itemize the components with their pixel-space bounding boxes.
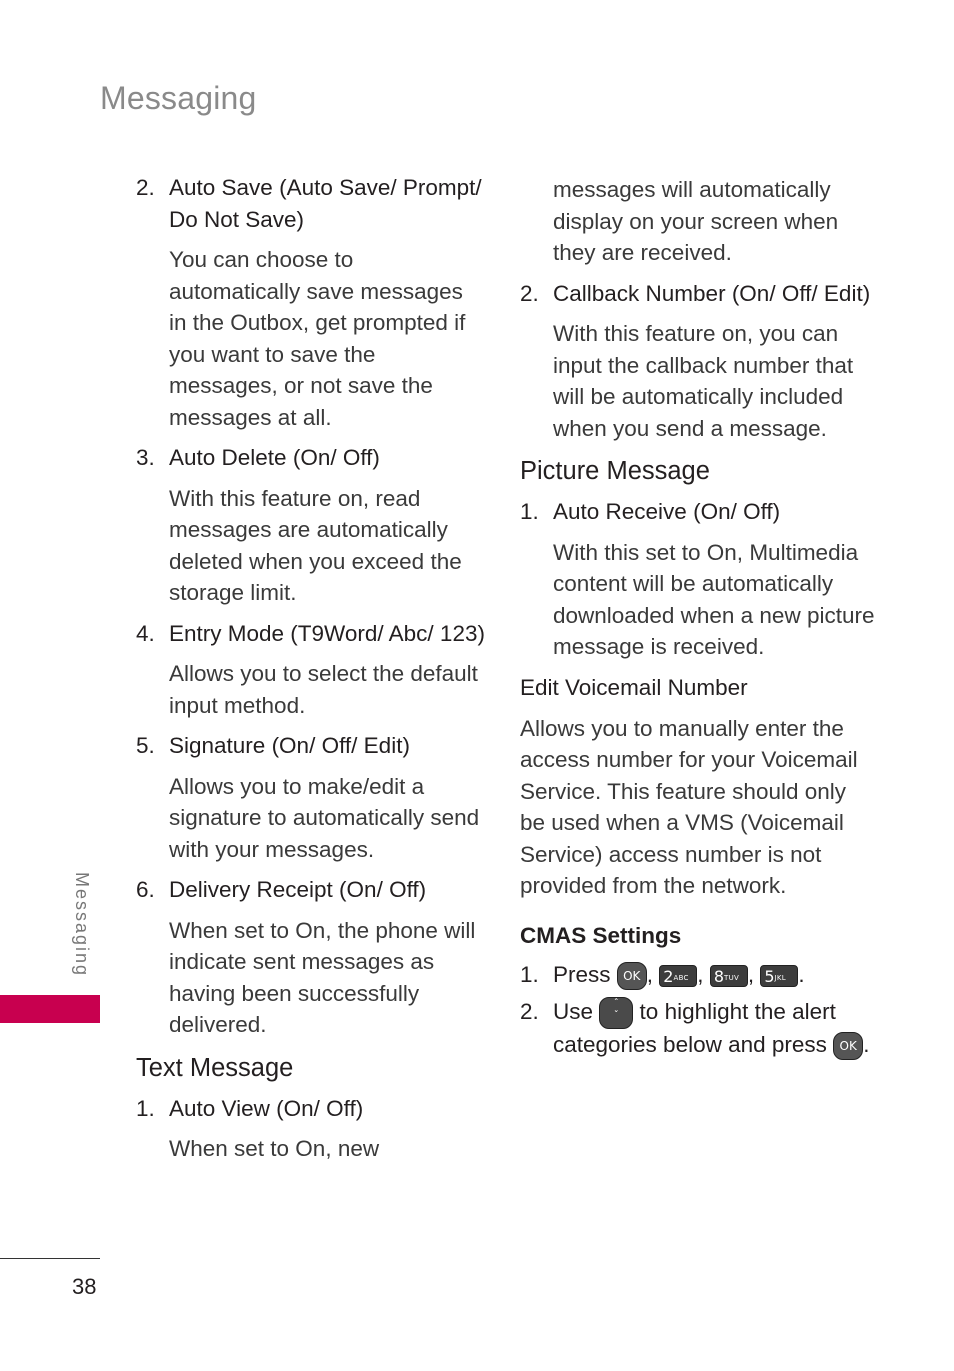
step-text-post: to highlight the alert categories below and press [553,999,836,1058]
ok-key-icon: OK [833,1032,863,1060]
item-heading: Signature (On/ Off/ Edit) [169,733,410,758]
key-8-icon: 8TUV [710,965,748,987]
voicemail-description: Allows you to manually enter the access number for your Voicemail Service. This feature should only be used when a VMS (Voicemail Service) access number is not provided from the network. [520,715,858,898]
item-description: When set to On, new [169,1136,380,1161]
item-description: With this feature on, you can input the callback number that will be automatically included when you send a message. [553,321,854,441]
section-heading-text-message: Text Message [136,1053,294,1082]
list-item [136,1093,486,1165]
item-number: 6. [136,877,155,902]
cmas-step-1: 1. Press OK , 2ABC , 8TUV , 5JKL . [520,959,875,991]
right-column [520,174,875,1070]
section-heading-picture-message: Picture Message [520,457,710,485]
item-number: 2. [520,999,539,1024]
list-item [136,442,486,609]
item-description: You can choose to automatically save messages in the Outbox, get prompted if you want to save the messages, or not save the messages at all. [169,247,466,430]
page-title: Messaging [100,80,257,116]
item-description: When set to On, the phone will indicate sent messages as having been successfully delivered. [169,917,476,1037]
navigation-key-icon: ˆ ˇ [599,997,633,1029]
side-tab-label: Messaging [72,872,92,978]
item-description: Allows you to make/edit a signature to automatically send with your messages. [169,773,480,862]
item-number: 1. [136,1095,155,1121]
step-text-pre: Use [553,999,594,1024]
page-number: 38 [72,1274,97,1299]
item-number: 2. [520,280,539,306]
cmas-step-2: 2. Use ˆ ˇ to highlight the alert categories below and press OK . [520,996,875,1061]
item-heading: Auto Receive (On/ Off) [553,499,781,524]
ok-key-icon: OK [617,962,647,990]
item-number: 1. [520,499,539,524]
key-2-icon: 2ABC [659,965,697,987]
item-heading: Callback Number (On/ Off/ Edit) [553,280,871,306]
item-description: With this set to On, Multimedia content will be automatically downloaded when a new picture message is received. [553,539,875,659]
item-number: 5. [136,733,155,758]
key-5-icon: 5JKL [760,965,798,987]
item-heading: Entry Mode (T9Word/ Abc/ 123) [169,620,485,646]
item-number: 2. [136,175,155,200]
item-number: 3. [136,445,155,470]
item-description: With this feature on, read messages are automatically deleted when you exceed the storage limit. [169,485,462,605]
item-number: 4. [136,620,155,646]
left-column [136,172,486,1174]
side-tab-accent-bar [0,995,100,1023]
item-heading: Delivery Receipt (On/ Off) [169,877,427,902]
list-item [136,618,486,722]
step-text: Press [553,961,611,987]
list-item [520,496,875,663]
item-heading: Auto View (On/ Off) [169,1095,364,1121]
section-heading-cmas: CMAS Settings [520,922,682,948]
footer-divider [0,1258,100,1259]
item-heading: Auto Delete (On/ Off) [169,445,380,470]
continued-description: messages will automatically display on your screen when they are received. [553,177,839,265]
item-heading: Auto Save (Auto Save/ Prompt/ Do Not Save) [169,175,482,232]
list-item [136,172,486,433]
list-item [520,278,875,445]
item-description: Allows you to select the default input method. [169,661,478,718]
list-item [136,730,486,865]
item-number: 1. [520,961,539,987]
list-item [136,874,486,1041]
section-heading-edit-voicemail: Edit Voicemail Number [520,674,748,700]
